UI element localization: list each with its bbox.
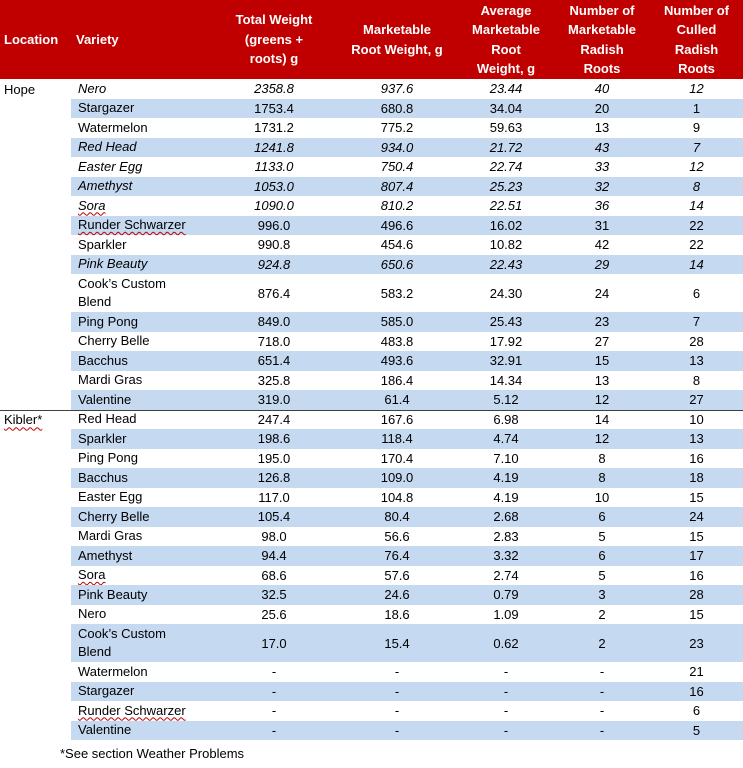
cell-variety: Watermelon: [78, 663, 148, 679]
cell-num-marketable: 33: [594, 159, 610, 175]
cell-variety: Amethyst: [78, 547, 133, 563]
cell-num-culled: 8: [692, 372, 701, 388]
cell-num-culled: 22: [689, 217, 704, 233]
table-row: [0, 721, 743, 741]
cell-variety: Valentine: [78, 391, 132, 407]
cell-num-marketable: 24: [594, 285, 610, 301]
cell-avg-root-weight: 23.44: [489, 81, 523, 97]
cell-num-culled: 14: [689, 256, 704, 272]
cell-avg-root-weight: 22.74: [489, 159, 523, 175]
header-location: Location: [4, 31, 59, 47]
cell-num-culled: 16: [689, 683, 704, 699]
location-label: Kibler*: [4, 412, 43, 428]
cell-marketable-root-weight: 583.2: [380, 285, 414, 301]
cell-marketable-root-weight: 76.4: [384, 548, 410, 564]
cell-num-marketable: 6: [598, 548, 606, 564]
cell-variety: Mardi Gras: [78, 528, 143, 543]
cell-num-marketable: 6: [598, 509, 606, 525]
cell-variety: Sora: [78, 567, 106, 582]
table-header: [0, 0, 743, 79]
cell-num-marketable: 32: [594, 178, 610, 194]
table-row: [0, 274, 743, 312]
cell-num-culled: 13: [689, 431, 704, 447]
cell-num-marketable: 29: [594, 256, 610, 272]
cell-avg-root-weight: 25.43: [489, 314, 523, 330]
cell-marketable-root-weight: 61.4: [384, 392, 410, 408]
cell-marketable-root-weight: 80.4: [384, 509, 410, 525]
cell-avg-root-weight: 2.74: [493, 567, 519, 583]
table-row: [0, 312, 743, 332]
cell-total-weight: -: [271, 722, 277, 738]
cell-marketable-root-weight: -: [394, 683, 400, 699]
table-row: [0, 488, 743, 508]
cell-avg-root-weight: 5.12: [493, 392, 519, 408]
cell-total-weight: 319.0: [257, 392, 291, 408]
cell-avg-root-weight: 0.62: [493, 635, 519, 651]
table-row: [0, 429, 743, 449]
cell-total-weight: 718.0: [257, 333, 291, 349]
header-variety: Variety: [76, 31, 119, 47]
cell-num-culled: 16: [689, 567, 704, 583]
cell-num-marketable: 13: [594, 120, 610, 136]
cell-variety: Amethyst: [78, 178, 133, 193]
cell-num-culled: 18: [689, 470, 704, 486]
cell-avg-root-weight: 22.51: [489, 198, 523, 214]
cell-variety: Easter Egg: [78, 489, 143, 504]
table-row: [0, 79, 743, 99]
cell-num-culled: 1: [692, 100, 701, 116]
cell-marketable-root-weight: 454.6: [380, 237, 414, 253]
cell-variety: Pink Beauty: [78, 586, 148, 602]
cell-total-weight: 2358.8: [254, 81, 294, 97]
cell-total-weight: 876.4: [257, 285, 291, 301]
cell-marketable-root-weight: 750.4: [380, 159, 414, 175]
cell-variety: Red Head: [78, 139, 137, 154]
table-row: [0, 216, 743, 236]
table-row: [0, 99, 743, 119]
cell-avg-root-weight: 7.10: [493, 450, 519, 466]
cell-num-culled: 13: [689, 353, 704, 369]
cell-num-marketable: 2: [598, 635, 606, 651]
table-row: [0, 138, 743, 158]
cell-num-marketable: 3: [598, 587, 606, 603]
cell-num-marketable: 8: [598, 450, 606, 466]
cell-num-culled: 7: [692, 139, 701, 155]
cell-marketable-root-weight: 167.6: [380, 411, 414, 427]
table-row: [0, 235, 743, 255]
cell-num-marketable: 27: [594, 333, 610, 349]
cell-num-culled: 28: [689, 587, 704, 603]
footnote: *See section Weather Problems: [60, 746, 245, 761]
cell-num-marketable: 15: [594, 353, 610, 369]
cell-marketable-root-weight: -: [394, 703, 400, 719]
cell-variety: Valentine: [78, 722, 132, 737]
cell-marketable-root-weight: 496.6: [380, 217, 414, 233]
table-row: [0, 566, 743, 586]
cell-total-weight: 117.0: [258, 489, 290, 505]
cell-total-weight: 247.4: [257, 411, 291, 427]
cell-avg-root-weight: 10.82: [489, 237, 523, 253]
cell-marketable-root-weight: 483.8: [380, 333, 414, 349]
cell-num-culled: 7: [692, 314, 701, 330]
location-label: Hope: [4, 81, 36, 97]
cell-num-marketable: 8: [598, 470, 606, 486]
cell-variety: Mardi Gras: [78, 372, 143, 387]
cell-marketable-root-weight: 118.4: [381, 431, 413, 447]
cell-total-weight: 849.0: [257, 314, 291, 330]
cell-total-weight: 924.8: [257, 256, 291, 272]
cell-num-marketable: 31: [594, 217, 610, 233]
table-row: [0, 332, 743, 352]
cell-total-weight: 990.8: [257, 237, 291, 253]
cell-num-marketable: 5: [598, 567, 606, 583]
cell-total-weight: 68.6: [261, 567, 287, 583]
cell-num-marketable: -: [599, 664, 605, 680]
cell-num-culled: 6: [692, 703, 701, 719]
table-row: [0, 196, 743, 216]
cell-variety: Nero: [78, 80, 107, 96]
cell-variety: Stargazer: [78, 683, 135, 698]
cell-avg-root-weight: 6.98: [493, 411, 519, 427]
cell-avg-root-weight: 4.19: [493, 470, 519, 486]
cell-num-culled: 10: [689, 411, 704, 427]
cell-total-weight: 105.4: [257, 509, 291, 525]
cell-avg-root-weight: -: [503, 664, 509, 680]
table-row: [0, 157, 743, 177]
cell-marketable-root-weight: 15.4: [384, 635, 410, 651]
cell-avg-root-weight: 3.32: [493, 548, 519, 564]
cell-marketable-root-weight: 585.0: [380, 314, 414, 330]
cell-num-culled: 16: [689, 450, 704, 466]
cell-num-culled: 23: [689, 635, 704, 651]
cell-marketable-root-weight: 937.6: [380, 81, 414, 97]
cell-total-weight: 651.4: [257, 353, 291, 369]
cell-variety: Pink Beauty: [78, 256, 148, 271]
cell-total-weight: 32.5: [261, 587, 287, 603]
cell-variety: Cook’s Custom Blend: [78, 625, 166, 659]
cell-num-marketable: -: [599, 703, 605, 719]
cell-num-culled: 14: [689, 198, 704, 214]
table-row: [0, 177, 743, 197]
cell-variety: Bacchus: [78, 352, 128, 368]
cell-avg-root-weight: 59.63: [489, 120, 523, 136]
cell-marketable-root-weight: 18.6: [384, 606, 410, 622]
cell-num-culled: 5: [692, 722, 701, 738]
cell-total-weight: 1053.0: [254, 178, 294, 194]
cell-num-marketable: 13: [594, 372, 610, 388]
cell-variety: Bacchus: [78, 469, 128, 485]
cell-num-marketable: 43: [594, 139, 610, 155]
cell-total-weight: -: [271, 664, 277, 680]
cell-marketable-root-weight: 650.6: [380, 256, 414, 272]
cell-variety: Runder Schwarzer: [78, 217, 186, 232]
table-row: [0, 449, 743, 469]
cell-num-culled: 6: [692, 285, 701, 301]
cell-variety: Sora: [78, 197, 106, 213]
cell-num-marketable: 14: [594, 411, 610, 427]
cell-marketable-root-weight: 810.2: [380, 198, 414, 214]
cell-avg-root-weight: 2.83: [493, 528, 519, 544]
cell-total-weight: 996.0: [257, 217, 291, 233]
cell-variety: Watermelon: [78, 119, 148, 135]
cell-marketable-root-weight: 680.8: [380, 100, 414, 116]
table-row: [0, 351, 743, 371]
cell-avg-root-weight: 24.30: [489, 285, 523, 301]
cell-num-marketable: 23: [594, 314, 610, 330]
table-row: [0, 605, 743, 625]
cell-avg-root-weight: 0.79: [493, 587, 519, 603]
cell-num-marketable: 12: [594, 392, 610, 408]
table-row: [0, 371, 743, 391]
cell-avg-root-weight: -: [503, 703, 509, 719]
cell-total-weight: 126.8: [257, 470, 291, 486]
cell-num-culled: 15: [689, 489, 704, 505]
cell-variety: Ping Pong: [78, 313, 138, 329]
cell-avg-root-weight: -: [503, 722, 509, 738]
cell-variety: Cook’s Custom Blend: [78, 275, 166, 309]
cell-total-weight: 94.4: [261, 548, 287, 564]
cell-total-weight: 17.0: [261, 635, 287, 651]
cell-marketable-root-weight: 493.6: [380, 353, 414, 369]
cell-variety: Sparkler: [78, 236, 127, 252]
table-row: [0, 118, 743, 138]
cell-total-weight: 1731.2: [254, 120, 294, 136]
cell-marketable-root-weight: 807.4: [380, 178, 414, 194]
cell-num-marketable: 10: [594, 489, 610, 505]
cell-total-weight: 1241.8: [254, 139, 294, 155]
cell-total-weight: 1090.0: [254, 198, 294, 214]
cell-num-culled: 17: [689, 548, 704, 564]
cell-num-marketable: 5: [598, 528, 606, 544]
table-row: [0, 255, 743, 275]
cell-avg-root-weight: 34.04: [489, 100, 523, 116]
cell-num-culled: 22: [689, 237, 704, 253]
cell-marketable-root-weight: 775.2: [380, 120, 414, 136]
cell-marketable-root-weight: 57.6: [384, 567, 410, 583]
cell-variety: Nero: [78, 606, 107, 621]
cell-total-weight: 198.6: [257, 431, 291, 447]
cell-variety: Sparkler: [78, 430, 127, 446]
cell-num-culled: 28: [689, 333, 704, 349]
table-row: [0, 682, 743, 702]
table-row: [0, 410, 743, 430]
header-avg-marketable-root-weight: Average Marketable Root Weight, g: [472, 2, 540, 76]
cell-marketable-root-weight: 934.0: [380, 139, 414, 155]
table-row: [0, 662, 743, 682]
cell-total-weight: 195.0: [257, 450, 291, 466]
cell-marketable-root-weight: 24.6: [384, 587, 410, 603]
cell-num-marketable: -: [599, 683, 605, 699]
cell-avg-root-weight: 1.09: [493, 606, 519, 622]
cell-marketable-root-weight: 104.8: [380, 489, 414, 505]
cell-marketable-root-weight: 170.4: [380, 450, 414, 466]
header-num-culled-roots: Number of Culled Radish Roots: [664, 2, 729, 76]
cell-total-weight: 1133.0: [254, 159, 294, 175]
cell-num-culled: 15: [689, 528, 704, 544]
cell-variety: Ping Pong: [78, 450, 138, 465]
cell-num-marketable: 2: [598, 606, 606, 622]
cell-total-weight: 1753.4: [254, 100, 294, 116]
cell-avg-root-weight: 4.74: [493, 431, 519, 447]
cell-num-culled: 21: [689, 664, 704, 680]
cell-total-weight: 325.8: [257, 372, 291, 388]
cell-variety: Runder Schwarzer: [78, 702, 186, 718]
header-marketable-root-weight: Marketable Root Weight, g: [351, 22, 443, 57]
cell-marketable-root-weight: 186.4: [380, 372, 414, 388]
table-row: [0, 507, 743, 527]
cell-variety: Cherry Belle: [78, 333, 150, 348]
cell-num-culled: 15: [689, 606, 704, 622]
header-total-weight: Total Weight (greens + roots) g: [235, 12, 313, 67]
cell-total-weight: -: [271, 703, 277, 719]
cell-num-marketable: 42: [594, 237, 610, 253]
cell-total-weight: 98.0: [261, 528, 287, 544]
table-row: [0, 546, 743, 566]
cell-marketable-root-weight: -: [394, 664, 400, 680]
cell-marketable-root-weight: 109.0: [380, 470, 414, 486]
cell-variety: Cherry Belle: [78, 508, 150, 524]
cell-marketable-root-weight: 56.6: [384, 528, 410, 544]
cell-avg-root-weight: 16.02: [489, 217, 523, 233]
cell-num-culled: 24: [689, 509, 704, 525]
cell-num-marketable: -: [599, 722, 605, 738]
cell-avg-root-weight: 17.92: [489, 333, 523, 349]
cell-total-weight: -: [271, 683, 277, 699]
table-row: [0, 624, 743, 662]
table-row: [0, 701, 743, 721]
cell-avg-root-weight: 14.34: [489, 372, 523, 388]
cell-num-culled: 27: [689, 392, 704, 408]
cell-num-culled: 9: [692, 120, 701, 136]
cell-variety: Red Head: [78, 411, 137, 426]
cell-num-marketable: 12: [594, 431, 610, 447]
cell-marketable-root-weight: -: [394, 722, 400, 738]
cell-variety: Stargazer: [78, 100, 135, 115]
cell-avg-root-weight: 25.23: [489, 178, 523, 194]
cell-num-marketable: 36: [594, 198, 610, 214]
cell-num-culled: 8: [692, 178, 701, 194]
cell-variety: Easter Egg: [78, 158, 143, 174]
table-row: [0, 527, 743, 547]
cell-avg-root-weight: 2.68: [493, 509, 519, 525]
cell-num-marketable: 40: [594, 81, 610, 97]
cell-avg-root-weight: 21.72: [489, 139, 523, 155]
table-row: [0, 390, 743, 410]
cell-avg-root-weight: -: [503, 683, 509, 699]
cell-total-weight: 25.6: [261, 606, 287, 622]
cell-avg-root-weight: 4.19: [493, 489, 519, 505]
cell-avg-root-weight: 22.43: [489, 256, 523, 272]
table-row: [0, 468, 743, 488]
header-num-marketable-roots: Number of Marketable Radish Roots: [568, 2, 636, 76]
cell-avg-root-weight: 32.91: [489, 353, 523, 369]
cell-num-marketable: 20: [594, 100, 610, 116]
cell-num-culled: 12: [689, 81, 704, 97]
table-row: [0, 585, 743, 605]
cell-num-culled: 12: [689, 159, 704, 175]
